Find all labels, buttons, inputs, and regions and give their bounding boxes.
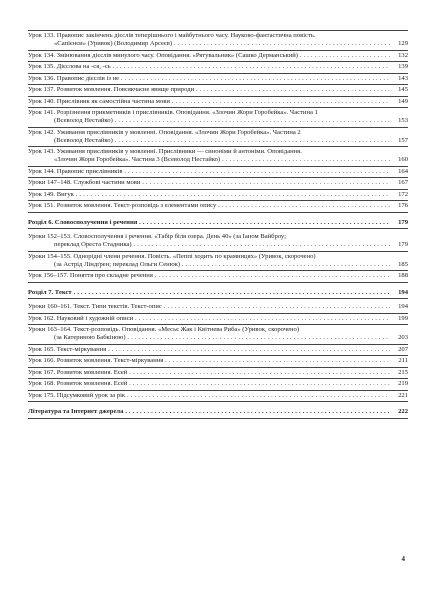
- toc-entry-title: [28, 392, 408, 400]
- toc-section: [28, 216, 408, 230]
- toc-entry-title: [28, 303, 408, 311]
- toc-entry-title: [28, 315, 408, 323]
- toc-entry: [28, 74, 408, 86]
- toc-entry-title: [28, 346, 408, 354]
- toc-entry-line: Урок 142. Уживання прислівників у мовленні. Оповідання. «Злочин Жори Горобейка». Частина 2: [28, 128, 301, 136]
- toc-page-number: 219: [390, 380, 408, 388]
- toc-entry-title: [28, 52, 408, 60]
- toc-entry-line: Урок 149. Вигук . . .: [28, 191, 386, 199]
- toc-entry-line: Уроки 160–161. Текст. Типи текстів. Текст-опис . . .: [28, 303, 386, 311]
- toc-entry: [28, 97, 408, 109]
- toc-entry: [28, 31, 408, 51]
- toc-entry-title: [28, 326, 408, 342]
- toc-entry-line: (Всеволод Нестайко) . . .: [28, 137, 386, 145]
- toc-entry-line: Урок 166. Розвиток мовлення. Текст-міркування . . .: [28, 357, 386, 365]
- toc-page-number: 129: [390, 40, 408, 48]
- toc-page-number: 188: [390, 272, 408, 280]
- toc-page-number: 215: [390, 369, 408, 377]
- toc-page-number: 157: [390, 137, 408, 145]
- toc-entry: [28, 201, 408, 213]
- toc-entry-line: Уроки 154–155. Однорідні члени речення. Повість. «Пеппі ходить по крамницях» (Уривок, скорочено): [28, 252, 316, 260]
- toc-entry-title: [28, 109, 408, 125]
- toc-entry: [28, 252, 408, 272]
- toc-entry-line: (за Астрід Ліндґрен; переклад Ольги Сенюк) . . .: [28, 261, 386, 269]
- toc-entry-title: [28, 408, 408, 416]
- toc-entry: [28, 128, 408, 148]
- toc-page-number: 167: [390, 179, 408, 187]
- toc-page-number: 179: [390, 241, 408, 249]
- toc-entry: [28, 51, 408, 63]
- toc-entry: [28, 178, 408, 190]
- toc-entry-line: Урок 165. Текст-міркування . . .: [28, 346, 386, 354]
- toc-entry: [28, 167, 408, 179]
- toc-entry-title: [28, 75, 408, 83]
- toc-entry-title: [28, 357, 408, 365]
- toc-entry-line: Урок 143. Уживання прислівників у мовленні. Прислівники — синоніми й антоніми. Оповідання.: [28, 148, 302, 155]
- toc-entry-title: [28, 179, 408, 187]
- toc-entry-title: [28, 233, 408, 249]
- toc-page-number: 139: [390, 63, 408, 71]
- toc-entry: [28, 232, 408, 252]
- toc-entry-title: [28, 219, 408, 227]
- toc-entry-title: [28, 369, 408, 377]
- toc-entry-line: Література та Інтернет джерела . . .: [28, 408, 386, 416]
- toc-entry: [28, 314, 408, 326]
- toc-page-number: 172: [390, 191, 408, 199]
- toc-page-number: 149: [390, 98, 408, 106]
- toc-entry: [28, 108, 408, 128]
- toc-entry-line: Урок 168. Розвиток мовлення. Есей . . .: [28, 380, 386, 388]
- toc-page-number: 153: [390, 117, 408, 125]
- toc-entry-line: Розділ 6. Словосполучення і речення . . .: [28, 219, 386, 227]
- toc-page-number: 164: [390, 168, 408, 176]
- toc-page-number: 176: [390, 202, 408, 210]
- toc-page-number: 143: [390, 75, 408, 83]
- toc-entry-line: Уроки 147–148. Службові частини мови . . .: [28, 179, 386, 187]
- toc-entry-title: [28, 253, 408, 269]
- toc-entry-line: Урок 136. Правопис дієслів із не . . .: [28, 75, 386, 83]
- toc-entry-title: [28, 32, 408, 48]
- toc-entry-line: Урок 156–157. Поняття про складне речення . . .: [28, 272, 386, 280]
- toc-entry: [28, 271, 408, 283]
- toc-entry-line: «Злочин Жори Горобейка». Частина 3 (Всеволод Нестайко) . . .: [28, 156, 386, 164]
- toc-page-number: 132: [390, 52, 408, 60]
- toc-entry: [28, 391, 408, 403]
- toc-page-number: 221: [390, 392, 408, 400]
- toc-entry-title: [28, 63, 408, 71]
- toc-entry-title: [28, 272, 408, 280]
- toc-entry-title: [28, 191, 408, 199]
- toc-entry-title: [28, 98, 408, 106]
- toc-entry: [28, 190, 408, 202]
- toc-page-number: 222: [390, 408, 408, 416]
- toc-entry: [28, 85, 408, 97]
- toc-entry-title: [28, 129, 408, 145]
- toc-entry-title: [28, 148, 408, 164]
- toc-entry-line: Урок 141. Розрізнення прикметників і прислівників. Оповідання. «Злочин Жори Горобейка». Частина 1: [28, 109, 318, 116]
- toc-page-number: 211: [390, 357, 408, 365]
- toc-page-number: 207: [390, 346, 408, 354]
- toc-entry-title: [28, 380, 408, 388]
- toc-entry: [28, 325, 408, 345]
- toc-entry-line: Урок 135. Дієслова на -ся, -сь . . .: [28, 63, 386, 71]
- toc-entry: [28, 379, 408, 391]
- toc-entry-title: [28, 289, 408, 297]
- toc-entry: [28, 345, 408, 357]
- toc-entry-line: переклад Ореста Стадника) . . .: [28, 241, 386, 249]
- toc-entry-line: Урок 137. Розвиток мовлення. Повсякчасне явище природи . . .: [28, 86, 386, 94]
- toc-entry-line: Урок 151. Розвиток мовлення. Текст-розповідь з елементами опису . . .: [28, 202, 386, 210]
- toc-page-number: 145: [390, 86, 408, 94]
- toc-entry: [28, 147, 408, 167]
- toc-entry-line: Розділ 7. Текст . . .: [28, 289, 386, 297]
- toc-entry-line: Урок 167. Розвиток мовлення. Есей . . .: [28, 369, 386, 377]
- toc-page-number: 160: [390, 156, 408, 164]
- toc-entry: [28, 356, 408, 368]
- toc-page-number: 199: [390, 315, 408, 323]
- toc-entry: [28, 62, 408, 74]
- toc-page-number: 185: [390, 261, 408, 269]
- toc-page-number: 179: [390, 219, 408, 227]
- toc-section: [28, 286, 408, 300]
- toc-entry-title: [28, 202, 408, 210]
- table-of-contents: [28, 30, 408, 419]
- toc-entry-line: (Всеволод Нестайко) . . .: [28, 117, 386, 125]
- toc-entry-line: Урок 144. Правопис прислівників . . .: [28, 168, 386, 176]
- toc-entry: [28, 368, 408, 380]
- page-number: 4: [401, 555, 405, 563]
- toc-entry-line: Урок 140. Прислівник як самостійна частина мови . . .: [28, 98, 386, 106]
- toc-entry-line: Уроки 163–164. Текст-розповідь. Оповідання. «Месьє Жак і Квітнева Риба» (Уривок, скорочено): [28, 326, 300, 333]
- toc-entry-line: «Сапієнси» (Уривок) (Володимир Арсеєв) . . .: [28, 40, 386, 48]
- toc-entry-line: Урок 133. Правопис закінчень дієслів теперішнього і майбутнього часу. Науково-фантастична повість.: [28, 32, 316, 39]
- toc-entry-line: Урок 134. Змінювання дієслів минулого часу. Оповідання. «Рятувальник» (Сашко Дерманський) . . .: [28, 52, 386, 60]
- toc-page-number: 194: [390, 303, 408, 311]
- toc-page-number: 194: [390, 289, 408, 297]
- toc-page-number: 203: [390, 334, 408, 342]
- toc-entry-line: Урок 162. Науковий і художній описи . . .: [28, 315, 386, 323]
- toc-section: [28, 405, 408, 419]
- toc-entry-line: Уроки 152–153. Словосполучення і речення. «Табір біля озера. День 40» (за Іаном Вайброу;: [28, 233, 286, 240]
- toc-entry-title: [28, 86, 408, 94]
- toc-entry-title: [28, 168, 408, 176]
- toc-entry-line: (за Катериною Бабкіною) . . .: [28, 334, 386, 342]
- toc-entry: [28, 302, 408, 314]
- toc-entry-line: Урок 175. Підсумковий урок за рік . . .: [28, 392, 386, 400]
